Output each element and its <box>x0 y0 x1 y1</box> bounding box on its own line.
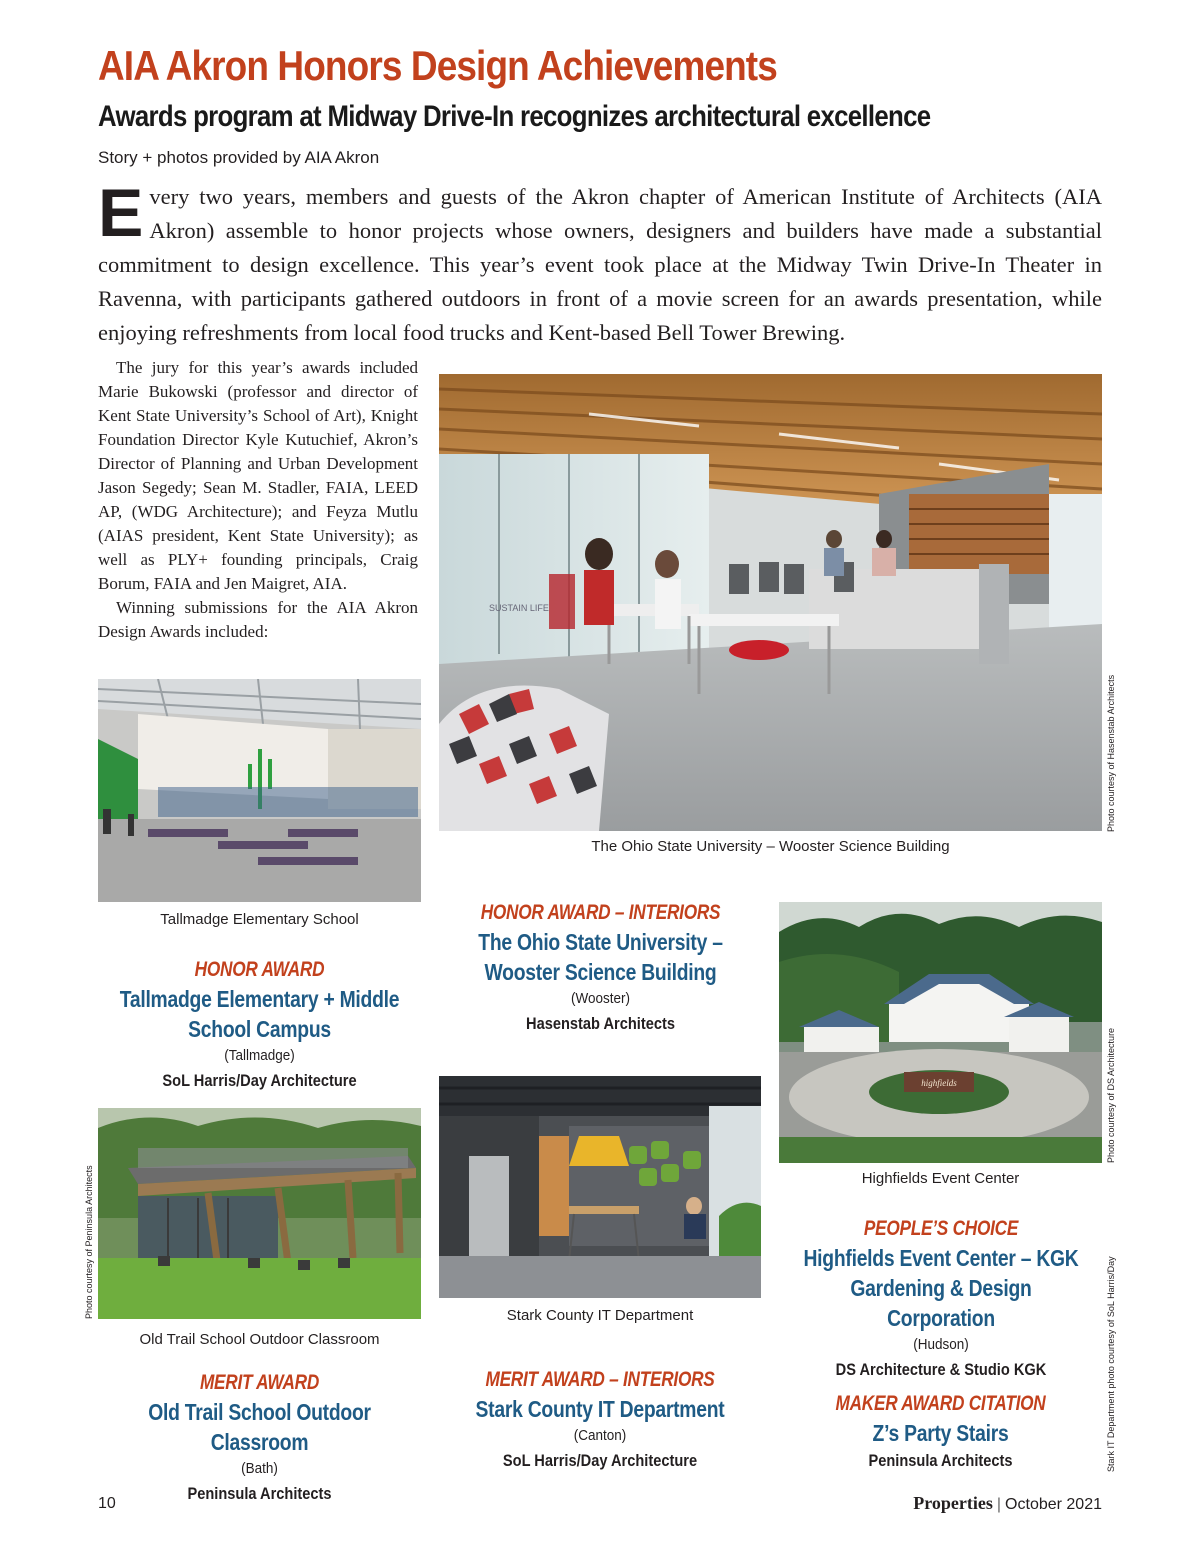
award-project-name: Highfields Event Center – KGK Gardening & Design Corporation <box>803 1245 1079 1331</box>
award-project-name: The Ohio State University – Wooster Science Building <box>478 929 723 985</box>
highfields-photo-illustration <box>779 902 1102 1163</box>
award-tallmadge <box>88 956 431 1094</box>
caption-highfields: Highfields Event Center <box>861 1170 1020 1187</box>
award-oldtrail <box>88 1369 431 1507</box>
photo-stark-county-it <box>439 1076 761 1298</box>
credit-wooster: Photo courtesy of Hasenstab Architects <box>1106 674 1116 832</box>
caption-tallmadge: Tallmadge Elementary School <box>160 911 359 928</box>
drop-cap: E <box>98 175 144 251</box>
credit-stark: Stark IT Department photo courtesy of SoL Harris/Day <box>1106 1256 1116 1472</box>
award-highfields <box>772 1215 1110 1383</box>
photo-highfields-event-center <box>779 902 1102 1163</box>
page-number: 10 <box>98 1495 116 1512</box>
footer-separator: | <box>996 1496 1002 1513</box>
tallmadge-photo-illustration <box>98 679 421 902</box>
award-firm: Hasenstab Architects <box>526 1014 675 1033</box>
photo-old-trail-outdoor-classroom <box>98 1108 421 1319</box>
issue-date: October 2021 <box>1005 1496 1102 1513</box>
lede-text: very two years, members and guests of the Akron chapter of American Institute of Architects (AIA Akron) assemble to honor projects whose owners, designers and builders have made a substantial commitment to design excellence. This year’s event took place at the Midway Twin Drive-In Theater in Ravenna, with participants gathered outdoors in front of a movie screen for an awards presentation, while enjoying refreshments from local food trucks and Kent-based Bell Tower Brewing. <box>98 184 1102 345</box>
award-project-name: Stark County IT Department <box>475 1396 725 1422</box>
award-type: MERIT AWARD – INTERIORS <box>485 1368 715 1391</box>
magazine-name: Properties <box>913 1493 993 1513</box>
award-location: (Wooster) <box>570 990 631 1007</box>
award-type: MAKER AWARD CITATION <box>835 1392 1046 1415</box>
body-paragraph-winners: Winning submissions for the AIA Akron Design Awards included: <box>98 598 418 641</box>
caption-oldtrail: Old Trail School Outdoor Classroom <box>139 1331 380 1348</box>
award-project-name: Tallmadge Elementary + Middle School Campus <box>119 986 400 1042</box>
photo-wooster-science-building <box>439 374 1102 831</box>
award-type: HONOR AWARD – INTERIORS <box>480 901 721 924</box>
award-zs-party-stairs <box>779 1390 1102 1474</box>
photo-tallmadge-elementary <box>98 679 421 902</box>
wall-text: SUSTAIN LIFE <box>489 603 549 613</box>
caption-stark: Stark County IT Department <box>506 1307 694 1324</box>
award-type: MERIT AWARD <box>199 1371 320 1394</box>
award-project-name: Z’s Party Stairs <box>872 1420 1009 1446</box>
award-firm: SoL Harris/Day Architecture <box>162 1071 357 1090</box>
credit-oldtrail: Photo courtesy of Peninsula Architects <box>84 1165 94 1319</box>
oldtrail-photo-illustration <box>98 1108 421 1319</box>
wooster-photo-illustration <box>439 374 1102 831</box>
award-location: (Canton) <box>573 1427 627 1444</box>
award-stark <box>439 1366 761 1474</box>
body-paragraph-jury: The jury for this year’s awards included Marie Bukowski (professor and director of Kent State University’s School of Art), Knight Foundation Director Kyle Kutuchief, Akron’s Director of Planning and Urban Development Jason Segedy; Sean M. Stadler, FAIA, LEED AP, (WDG Architecture); and Feyza Mutlu (AIAS president, Kent State University); as well as PLY+ founding principals, Craig Borum, FAIA and Jen Maigret, AIA. <box>98 358 418 593</box>
award-type: PEOPLE’S CHOICE <box>863 1217 1019 1240</box>
article-title: AIA Akron Honors Design Achievements <box>98 42 777 89</box>
award-firm: Peninsula Architects <box>187 1484 332 1503</box>
award-firm: DS Architecture & Studio KGK <box>835 1360 1047 1379</box>
award-project-name: Old Trail School Outdoor Classroom <box>148 1399 371 1455</box>
award-location: (Hudson) <box>913 1336 969 1353</box>
award-wooster <box>439 899 762 1037</box>
award-location: (Bath) <box>241 1460 278 1477</box>
stark-photo-illustration <box>439 1076 761 1298</box>
byline: Story + photos provided by AIA Akron <box>98 148 380 167</box>
award-type: HONOR AWARD <box>194 958 325 981</box>
magazine-footer <box>913 1493 1102 1514</box>
body-column <box>98 356 418 644</box>
award-firm: SoL Harris/Day Architecture <box>502 1451 698 1470</box>
credit-highfields: Photo courtesy of DS Architecture <box>1106 1027 1116 1163</box>
lede-paragraph <box>98 175 1102 350</box>
award-firm: Peninsula Architects <box>868 1451 1013 1470</box>
article-subtitle: Awards program at Midway Drive-In recognizes architectural excellence <box>98 100 931 133</box>
caption-wooster: The Ohio State University – Wooster Science Building <box>591 838 950 855</box>
award-location: (Tallmadge) <box>224 1047 295 1064</box>
sign-text: highfields <box>921 1078 957 1088</box>
